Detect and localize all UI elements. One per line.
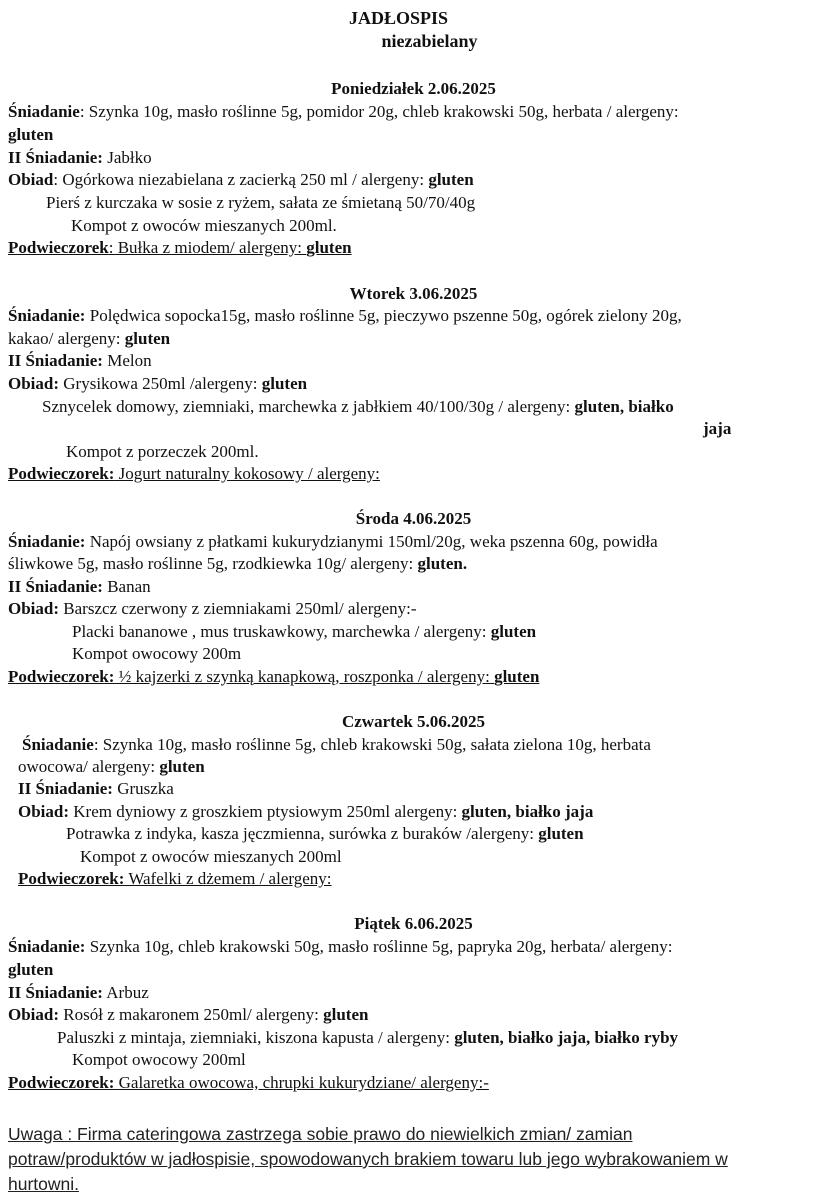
tue-second-breakfast: II Śniadanie: Melon: [8, 351, 152, 370]
thu-lunch-main: Potrawka z indyka, kasza jęczmienna, surówka z buraków /alergeny: gluten: [66, 824, 584, 843]
thu-lunch-drink: Kompot z owoców mieszanych 200ml: [80, 847, 342, 866]
mon-second-breakfast: II Śniadanie: Jabłko: [8, 148, 152, 167]
wed-lunch-main: Placki bananowe , mus truskawkowy, marchewka / alergeny: gluten: [72, 622, 537, 641]
fri-breakfast-allergen: gluten: [8, 960, 54, 979]
tue-lunch-drink: Kompot z porzeczek 200ml.: [66, 442, 259, 461]
day-header-tuesday: Wtorek 3.06.2025: [349, 284, 478, 303]
tue-snack: Podwieczorek: Jogurt naturalny kokosowy / alergeny:: [8, 464, 380, 483]
fri-lunch-soup: Obiad: Rosół z makaronem 250ml/ alergeny: gluten: [8, 1005, 369, 1024]
day-header-monday: Poniedziałek 2.06.2025: [331, 79, 496, 98]
mon-lunch-soup: Obiad: Ogórkowa niezabielana z zacierką 250 ml / alergeny: gluten: [8, 170, 474, 189]
mon-lunch-main: Pierś z kurczaka w sosie z ryżem, sałata ze śmietaną 50/70/40g: [46, 193, 476, 212]
thu-second-breakfast: II Śniadanie: Gruszka: [18, 779, 174, 798]
tue-lunch-main: Sznycelek domowy, ziemniaki, marchewka z jabłkiem 40/100/30g / alergeny: gluten, białko: [42, 397, 674, 416]
tue-lunch-soup: Obiad: Grysikowa 250ml /alergeny: gluten: [8, 374, 308, 393]
thu-breakfast: Śniadanie: Szynka 10g, masło roślinne 5g, chleb krakowski 50g, sałata zielona 10g, herbata: [22, 735, 651, 754]
day-header-thursday: Czwartek 5.06.2025: [341, 712, 486, 731]
mon-breakfast-allergen: gluten: [8, 125, 54, 144]
fri-lunch-drink: Kompot owocowy 200ml: [72, 1050, 246, 1069]
thu-breakfast-cont: owocowa/ alergeny: gluten: [18, 757, 205, 776]
catering-note-line-1: Uwaga : Firma cateringowa zastrzega sobie prawo do niewielkich zmian/ zamian: [8, 1124, 633, 1144]
thu-lunch-soup: Obiad: Krem dyniowy z groszkiem ptysiowym 250ml alergeny: gluten, białko jaja: [18, 802, 594, 821]
menu-title: JADŁOSPIS: [348, 8, 449, 28]
menu-subtitle: niezabielany: [381, 31, 478, 51]
fri-snack: Podwieczorek: Galaretka owocowa, chrupki kukurydziane/ alergeny:-: [8, 1073, 489, 1092]
fri-second-breakfast: II Śniadanie: Arbuz: [8, 983, 149, 1002]
fri-lunch-main: Paluszki z mintaja, ziemniaki, kiszona kapusta / alergeny: gluten, białko jaja, białko ryby: [57, 1028, 679, 1047]
tue-lunch-main-allergen-cont: jaja: [703, 419, 732, 438]
tue-breakfast-cont: kakao/ alergeny: gluten: [8, 329, 171, 348]
wed-snack: Podwieczorek: ½ kajzerki z szynką kanapkową, roszponka / alergeny: gluten: [8, 667, 540, 686]
mon-breakfast: Śniadanie: Szynka 10g, masło roślinne 5g, pomidor 20g, chleb krakowski 50g, herbata / alergeny:: [8, 102, 679, 121]
day-header-wednesday: Środa 4.06.2025: [355, 509, 472, 528]
wed-lunch-drink: Kompot owocowy 200m: [72, 644, 242, 663]
wed-breakfast: Śniadanie: Napój owsiany z płatkami kukurydzianymi 150ml/20g, weka pszenna 60g, powidła: [8, 532, 658, 551]
thu-snack: Podwieczorek: Wafelki z dżemem / alergeny:: [18, 869, 332, 888]
catering-note-line-2: potraw/produktów w jadłospisie, spowodowanych brakiem towaru lub jego wybrakowaniem w: [8, 1149, 728, 1169]
catering-note-line-3: hurtowni.: [8, 1174, 80, 1194]
mon-lunch-drink: Kompot z owoców mieszanych 200ml.: [71, 216, 337, 235]
day-header-friday: Piątek 6.06.2025: [354, 914, 473, 933]
mon-snack: Podwieczorek: Bułka z miodem/ alergeny: gluten: [8, 238, 352, 257]
wed-lunch-soup: Obiad: Barszcz czerwony z ziemniakami 250ml/ alergeny:-: [8, 599, 417, 618]
wed-breakfast-cont: śliwkowe 5g, masło roślinne 5g, rzodkiewka 10g/ alergeny: gluten.: [8, 554, 468, 573]
fri-breakfast: Śniadanie: Szynka 10g, chleb krakowski 50g, masło roślinne 5g, papryka 20g, herbata/ alergeny:: [8, 937, 673, 956]
wed-second-breakfast: II Śniadanie: Banan: [8, 577, 151, 596]
tue-breakfast: Śniadanie: Polędwica sopocka15g, masło roślinne 5g, pieczywo pszenne 50g, ogórek zielony 20g,: [8, 306, 682, 325]
